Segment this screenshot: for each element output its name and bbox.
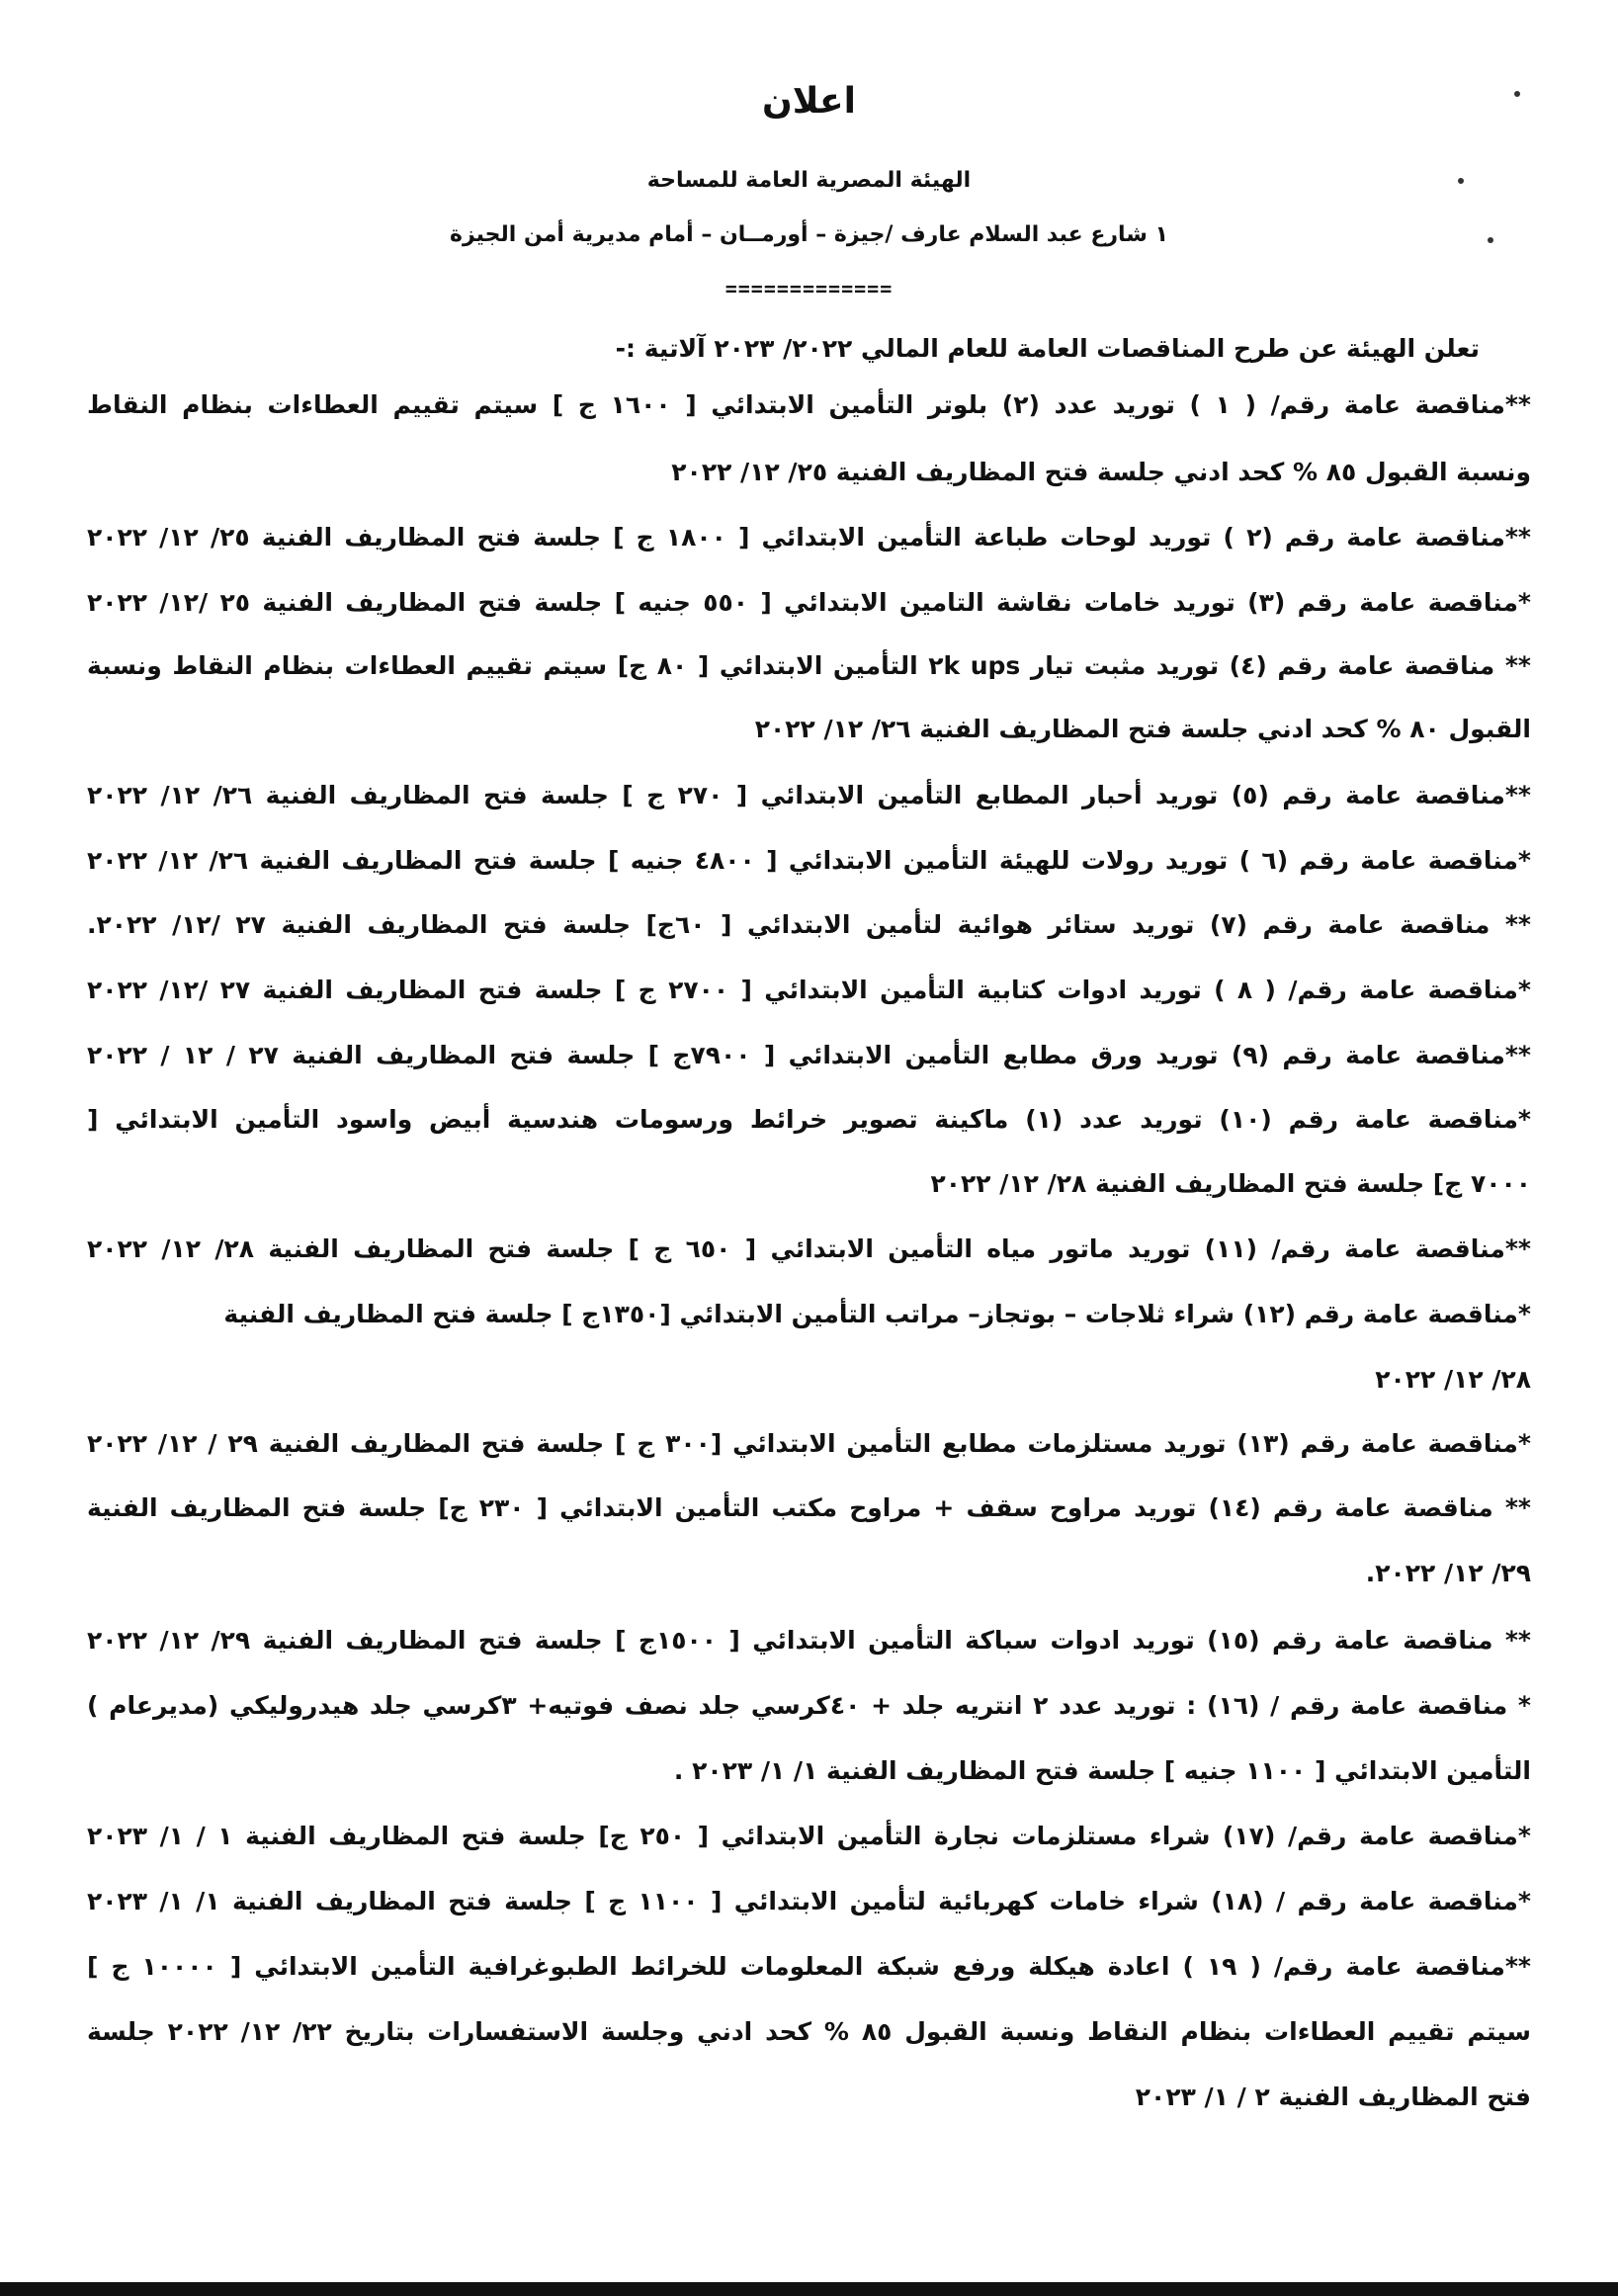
tender-line: ٢٨/ ١٢/ ٢٠٢٢	[1375, 1365, 1531, 1394]
tender-line: *مناقصة عامة رقم / (١٨) شراء خامات كهربائية لتأمين الابتدائي [ ١١٠٠ ج ] جلسة فتح المظاريف الفنية ١/ ١/ ٢٠٢٣	[87, 1887, 1531, 1915]
page-title: اعلان	[762, 81, 856, 122]
tender-line: ونسبة القبول ٨٥ % كحد ادني جلسة فتح المظاريف الفنية ٢٥/ ١٢/ ٢٠٢٢	[671, 458, 1531, 486]
tender-line: ** مناقصة عامة رقم (١٥) توريد ادوات سباكة التأمين الابتدائي [ ١٥٠٠ج ] جلسة فتح المظاريف الفنية ٢٩/ ١٢/ ٢٠٢٢	[87, 1626, 1531, 1655]
tender-line: **مناقصة عامة رقم/ ( ١٩ ) اعادة هيكلة ورفع شبكة المعلومات للخرائط الطبوغرافية التأمين الابتدائي [ ١٠٠٠٠ ج ]	[87, 1952, 1531, 1981]
tender-line: **مناقصة عامة رقم/ ( ١ ) توريد عدد (٢) بلوتر التأمين الابتدائي [ ١٦٠٠ ج ] سيتم تقييم العطاءات بنظام النقاط	[87, 390, 1531, 419]
tender-line: ** مناقصة عامة رقم (٧) توريد ستائر هوائية لتأمين الابتدائي [ ٦٠ج] جلسة فتح المظاريف الفنية ٢٧ /١٢/ ٢٠٢٢.	[87, 910, 1531, 939]
tender-line: التأمين الابتدائي [ ١١٠٠ جنيه ] جلسة فتح المظاريف الفنية ١/ ١/ ٢٠٢٣ .	[673, 1756, 1531, 1785]
tender-line: **مناقصة عامة رقم (٩) توريد ورق مطابع التأمين الابتدائي [ ٧٩٠٠ج ] جلسة فتح المظاريف الفنية ٢٧ / ١٢ / ٢٠٢٢	[87, 1041, 1531, 1069]
organization-name: الهيئة المصرية العامة للمساحة	[646, 168, 972, 193]
tender-line: القبول ٨٠ % كحد ادني جلسة فتح المظاريف الفنية ٢٦/ ١٢/ ٢٠٢٢	[754, 715, 1531, 743]
tender-line: *مناقصة عامة رقم/ ( ٨ ) توريد ادوات كتابية التأمين الابتدائي [ ٢٧٠٠ ج ] جلسة فتح المظاريف الفنية ٢٧ /١٢/ ٢٠٢٢	[87, 976, 1531, 1004]
tender-line: **مناقصة عامة رقم (٢ ) توريد لوحات طباعة التأمين الابتدائي [ ١٨٠٠ ج ] جلسة فتح المظاريف الفنية ٢٥/ ١٢/ ٢٠٢٢	[87, 523, 1531, 552]
tender-line: *مناقصة عامة رقم (٣) توريد خامات نقاشة التامين الابتدائي [ ٥٥٠ جنيه ] جلسة فتح المظاريف الفنية ٢٥ /١٢/ ٢٠٢٢	[87, 588, 1531, 617]
tender-line: * مناقصة عامة رقم / (١٦) : توريد عدد ٢ انتريه جلد + ٤٠كرسي جلد نصف فوتيه+ ٣كرسي جلد هيدروليكي (مديرعام )	[87, 1691, 1531, 1720]
tender-line: ٧٠٠٠ ج] جلسة فتح المظاريف الفنية ٢٨/ ١٢/ ٢٠٢٢	[930, 1169, 1531, 1198]
intro-paragraph: تعلن الهيئة عن طرح المناقصات العامة للعام المالي ٢٠٢٢/ ٢٠٢٣ آلاتية :-	[615, 334, 1480, 363]
tender-line: ** مناقصة عامة رقم (٤) توريد مثبت تيار ups ٢k التأمين الابتدائي [ ٨٠ ج] سيتم تقييم العطاءات بنظام النقاط ونسبة	[87, 651, 1531, 680]
tender-line: *مناقصة عامة رقم (٦ ) توريد رولات للهيئة التأمين الابتدائي [ ٤٨٠٠ جنيه ] جلسة فتح المظاريف الفنية ٢٦/ ١٢/ ٢٠٢٢	[87, 846, 1531, 875]
tender-line: فتح المظاريف الفنية ٢ / ١/ ٢٠٢٣	[1135, 2083, 1531, 2111]
separator-line: =============	[724, 277, 894, 300]
tender-line: **مناقصة عامة رقم (٥) توريد أحبار المطابع التأمين الابتدائي [ ٢٧٠ ج ] جلسة فتح المظاريف الفنية ٢٦/ ١٢/ ٢٠٢٢	[87, 781, 1531, 809]
tender-line: *مناقصة عامة رقم (١٠) توريد عدد (١) ماكينة تصوير خرائط ورسومات هندسية أبيض واسود التأمين الابتدائي [	[87, 1105, 1531, 1134]
tender-line: *مناقصة عامة رقم (١٣) توريد مستلزمات مطابع التأمين الابتدائي [٣٠٠ ج ] جلسة فتح المظاريف الفنية ٢٩ / ١٢/ ٢٠٢٢	[87, 1429, 1531, 1458]
tender-line: *مناقصة عامة رقم (١٢) شراء ثلاجات – بوتجاز– مراتب التأمين الابتدائي [١٣٥٠ج ] جلسة فتح المظاريف الفنية	[223, 1300, 1531, 1328]
tender-line: سيتم تقييم العطاءات بنظام النقاط ونسبة القبول ٨٥ % كحد ادني وجلسة الاستفسارات بتاريخ ٢٢/ ١٢/ ٢٠٢٢ جلسة	[87, 2017, 1531, 2046]
tender-line: **مناقصة عامة رقم/ (١١) توريد ماتور مياه التأمين الابتدائي [ ٦٥٠ ج ] جلسة فتح المظاريف الفنية ٢٨/ ١٢/ ٢٠٢٢	[87, 1234, 1531, 1263]
organization-address: ١ شارع عبد السلام عارف /جيزة – أورمــان – أمام مديرية أمن الجيزة	[450, 222, 1168, 247]
scan-bottom-edge	[0, 2282, 1618, 2296]
tender-line: *مناقصة عامة رقم/ (١٧) شراء مستلزمات نجارة التأمين الابتدائي [ ٢٥٠ ج] جلسة فتح المظاريف الفنية ١ / ١/ ٢٠٢٣	[87, 1822, 1531, 1850]
tender-line: ٢٩/ ١٢/ ٢٠٢٢.	[1365, 1559, 1531, 1587]
tender-line: ** مناقصة عامة رقم (١٤) توريد مراوح سقف + مراوح مكتب التأمين الابتدائي [ ٢٣٠ ج] جلسة فتح المظاريف الفنية	[87, 1493, 1531, 1522]
